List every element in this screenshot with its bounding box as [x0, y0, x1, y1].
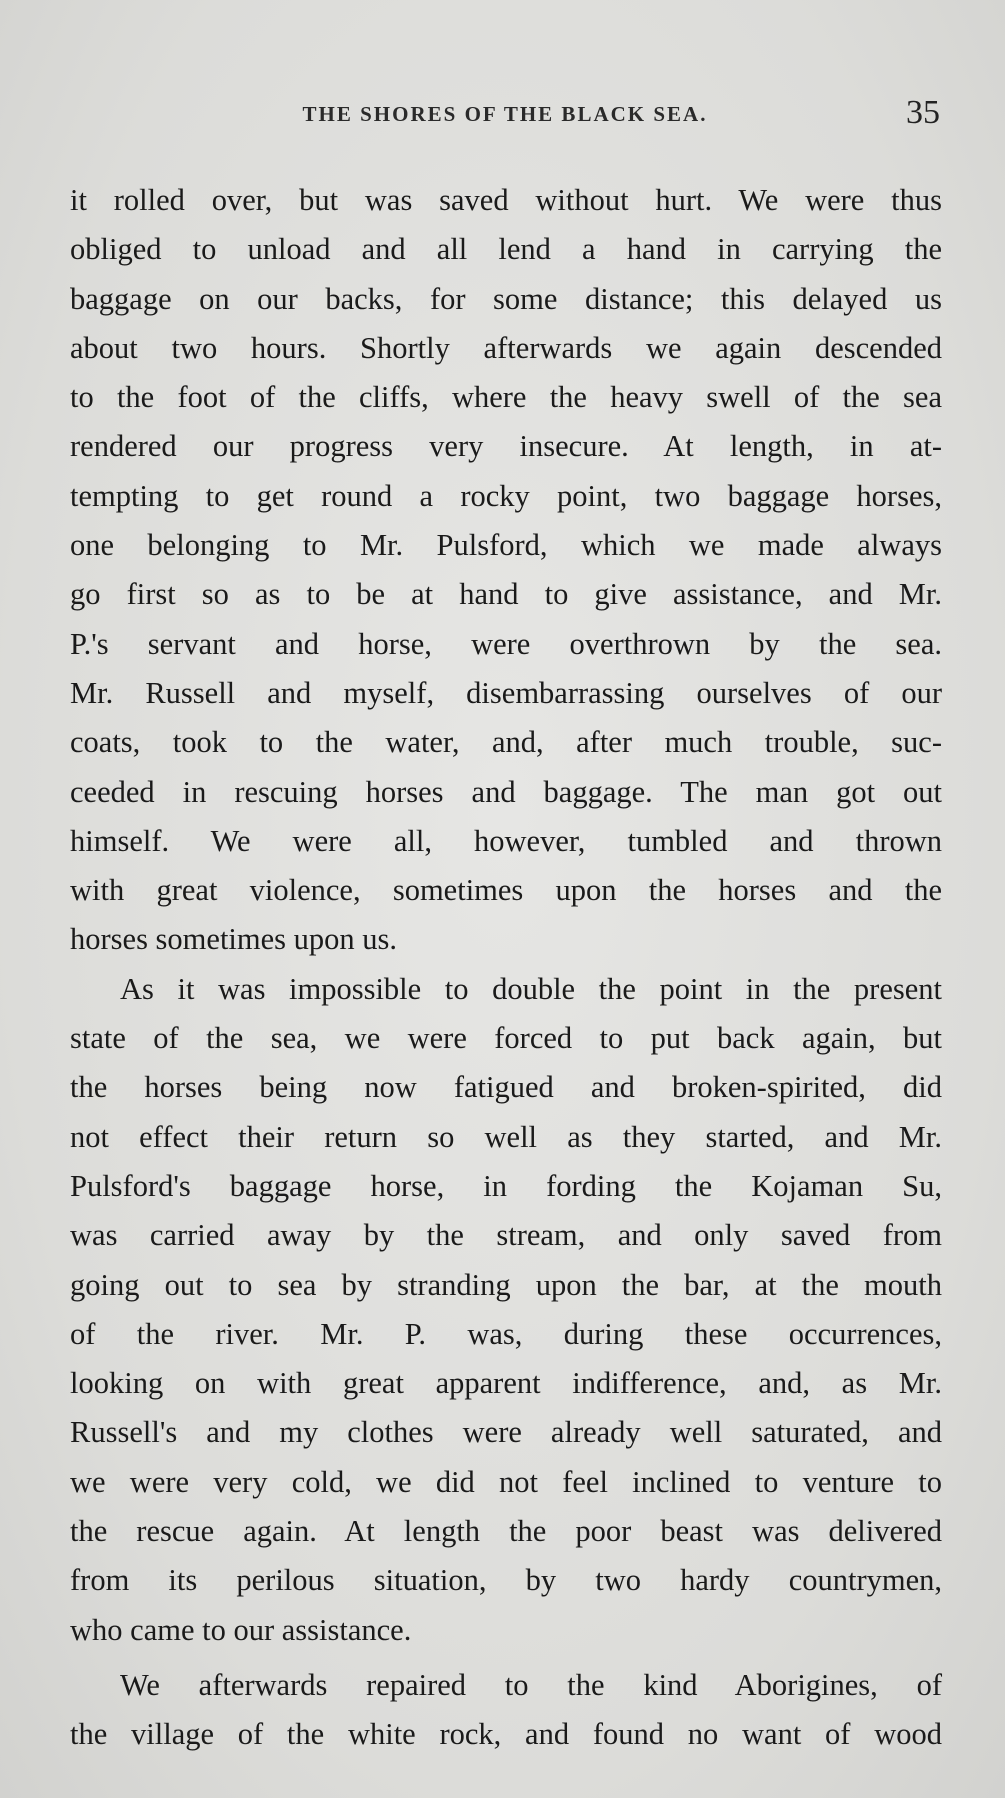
text-line: about two hours. Shortly afterwards we again descended	[70, 330, 942, 365]
text-line: the horses being now fatigued and broken-spirited, did	[70, 1070, 942, 1105]
paragraph-start-line: As it was impossible to double the point in the present	[120, 971, 942, 1006]
text-line: going out to sea by stranding upon the bar, at the mouth	[70, 1267, 942, 1302]
text-line: rendered our progress very insecure. At length, in at-	[70, 429, 942, 464]
text-line: of the river. Mr. P. was, during these occurrences,	[70, 1316, 942, 1351]
text-line: the village of the white rock, and found no want of wood	[70, 1717, 942, 1752]
text-line: one belonging to Mr. Pulsford, which we made always	[70, 528, 942, 563]
text-line: go first so as to be at hand to give assistance, and Mr.	[70, 577, 942, 612]
running-head	[70, 94, 940, 134]
text-line: from its perilous situation, by two hardy countrymen,	[70, 1563, 942, 1598]
text-line: Mr. Russell and myself, disembarrassing ourselves of our	[70, 675, 942, 710]
text-line: looking on with great apparent indifference, and, as Mr.	[70, 1366, 942, 1401]
text-line: it rolled over, but was saved without hurt. We were thus	[70, 183, 942, 217]
paragraph-start-line: We afterwards repaired to the kind Aborigines, of	[120, 1667, 942, 1702]
paragraph-end-line: horses sometimes upon us.	[70, 922, 398, 957]
body-text	[70, 176, 942, 1760]
text-line: to the foot of the cliffs, where the heavy swell of the sea	[70, 380, 942, 415]
text-line: state of the sea, we were forced to put back again, but	[70, 1021, 942, 1056]
text-line: was carried away by the stream, and only saved from	[70, 1218, 942, 1253]
text-line: tempting to get round a rocky point, two baggage horses,	[70, 478, 942, 513]
page-number: 35	[906, 94, 940, 131]
text-line: baggage on our backs, for some distance; this delayed us	[70, 281, 942, 316]
text-line: P.'s servant and horse, were overthrown by the sea.	[70, 626, 942, 661]
text-line: we were very cold, we did not feel inclined to venture to	[70, 1464, 942, 1499]
paragraph-end-line: who came to our assistance.	[70, 1612, 412, 1647]
text-line: coats, took to the water, and, after much trouble, suc-	[70, 725, 942, 760]
running-title: THE SHORES OF THE BLACK SEA.	[302, 102, 708, 126]
text-line: with great violence, sometimes upon the horses and the	[70, 873, 942, 908]
text-line: the rescue again. At length the poor beast was delivered	[70, 1514, 942, 1549]
text-line: himself. We were all, however, tumbled and thrown	[70, 823, 942, 858]
text-line: not effect their return so well as they started, and Mr.	[70, 1119, 942, 1154]
text-line: ceeded in rescuing horses and baggage. The man got out	[70, 774, 942, 809]
text-line: Russell's and my clothes were already well saturated, and	[70, 1415, 942, 1450]
text-line: obliged to unload and all lend a hand in carrying the	[70, 232, 942, 267]
text-line: Pulsford's baggage horse, in fording the Kojaman Su,	[70, 1168, 942, 1203]
